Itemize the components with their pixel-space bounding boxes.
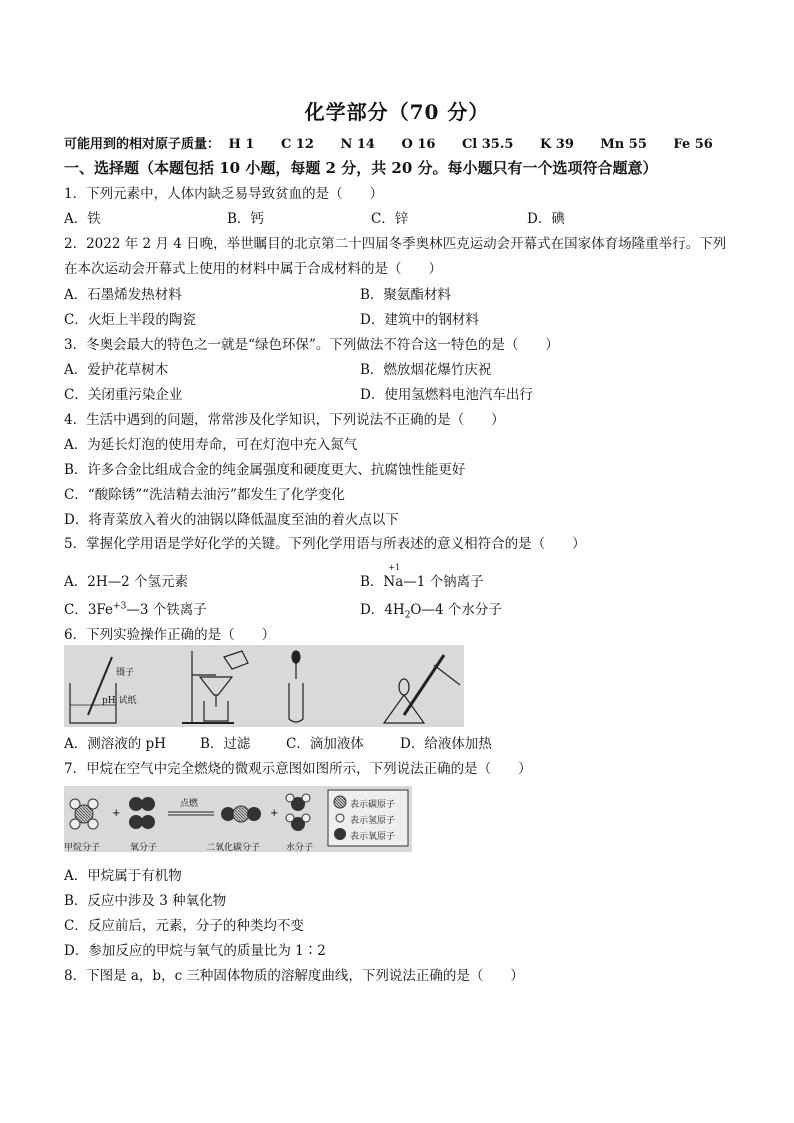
ignite-label: 点燃 — [180, 799, 199, 809]
atomic-mass-item: C 12 — [280, 137, 314, 152]
q5-b-text: —1 个钠离子 — [403, 574, 484, 590]
lab-operations-figure — [64, 645, 464, 727]
q2-option-c: C．火炬上半段的陶瓷 — [64, 312, 196, 328]
q5-c-symbol: C．3Fe — [64, 602, 114, 618]
co2-label: 二氧化碳分子 — [206, 843, 261, 853]
q2-option-b: B．聚氨酯材料 — [360, 287, 451, 303]
question-2-stem-line2: 在本次运动会开幕式上使用的材料中属于合成材料的是（ ） — [64, 261, 442, 277]
q6-option-c: C．滴加液体 — [286, 736, 364, 752]
q6-option-b: B．过滤 — [200, 736, 251, 752]
atomic-mass-item: O 16 — [401, 137, 436, 152]
heating-icon — [384, 655, 460, 723]
atomic-mass-item: N 14 — [340, 137, 375, 152]
q3-option-d: D．使用氢燃料电池汽车出行 — [360, 387, 533, 403]
q4-option-b: B．许多合金比组成合金的纯金属强度和硬度更大、抗腐蚀性能更好 — [64, 462, 466, 478]
q1-option-b: B．钙 — [227, 211, 264, 227]
atomic-mass-item: Cl 35.5 — [461, 137, 514, 152]
q2-option-a: A．石墨烯发热材料 — [64, 287, 182, 303]
q5-b-charge: +1 — [388, 563, 401, 572]
q1-option-c: C．锌 — [371, 211, 409, 227]
methane-label: 甲烷分子 — [64, 843, 101, 853]
atomic-mass-line — [64, 133, 735, 152]
atomic-mass-item: Mn 55 — [600, 137, 647, 152]
q2-option-d: D．建筑中的钢材料 — [360, 312, 479, 328]
legend-oxygen: 表示氧原子 — [350, 832, 396, 842]
q5-d-prefix: D．4H — [360, 602, 405, 618]
q5-c-text: —3 个铁离子 — [126, 602, 207, 618]
question-2-stem-line1: 2．2022 年 2 月 4 日晚，举世瞩目的北京第二十四届冬季奥林匹克运动会开幕式在国家体育场隆重举行。下列 — [64, 236, 727, 252]
dropper-icon — [289, 651, 303, 722]
question-6-stem: 6．下列实验操作正确的是（ ） — [64, 627, 276, 643]
page-title: 化学部分（70 分） — [304, 100, 490, 124]
question-1-stem: 1．下列元素中，人体内缺乏易导致贫血的是（ ） — [64, 186, 384, 202]
q1-option-a: A．铁 — [64, 211, 101, 227]
q5-option-b: B． +1 Na—1 个钠离子 — [360, 563, 484, 590]
atomic-mass-item: K 39 — [539, 137, 574, 152]
legend-hydrogen: 表示氢原子 — [350, 816, 396, 826]
question-8-stem: 8．下图是 a，b，c 三种固体物质的溶解度曲线，下列说法正确的是（ ） — [64, 968, 524, 984]
water-label: 水分子 — [286, 843, 314, 853]
oxygen-label: 氧分子 — [130, 843, 158, 853]
legend-carbon: 表示碳原子 — [350, 800, 396, 810]
svg-text:+: + — [270, 808, 279, 819]
q1-option-d: D．碘 — [527, 211, 565, 227]
tweezers-label: 镊子 — [116, 668, 135, 678]
question-4-stem: 4．生活中遇到的问题，常常涉及化学知识，下列说法不正确的是（ ） — [64, 412, 505, 428]
q5-d-text: O—4 个水分子 — [410, 602, 502, 618]
q5-c-charge: +3 — [113, 601, 127, 612]
q5-option-c — [64, 598, 207, 618]
q3-option-a: A．爱护花草树木 — [64, 362, 169, 378]
q7-option-b: B．反应中涉及 3 种氧化物 — [64, 893, 227, 909]
svg-text:+: + — [112, 808, 121, 819]
q7-option-c: C．反应前后，元素，分子的种类均不变 — [64, 918, 304, 934]
atomic-mass-item: H 1 — [228, 137, 255, 152]
q5-b-symbol: Na — [383, 574, 404, 590]
ph-paper-label: pH 试纸 — [102, 696, 137, 706]
lab-operations-illustration — [64, 645, 464, 727]
q4-option-c: C．“酸除锈”“洗洁精去油污”都发生了化学变化 — [64, 487, 345, 503]
q5-option-d — [360, 598, 502, 621]
q7-option-d: D．参加反应的甲烷与氧气的质量比为 1∶2 — [64, 943, 326, 959]
question-7-stem: 7．甲烷在空气中完全燃烧的微观示意图如图所示，下列说法正确的是（ ） — [64, 761, 532, 777]
beaker-icon — [70, 657, 116, 723]
q7-option-a: A．甲烷属于有机物 — [64, 868, 182, 884]
q5-d-subscript: 2 — [404, 610, 411, 621]
atomic-mass-label: 可能用到的相对原子质量： — [64, 137, 221, 152]
q4-option-d: D．将青菜放入着火的油锅以降低温度至油的着火点以下 — [64, 512, 399, 528]
question-5-stem: 5．掌握化学用语是学好化学的关键。下列化学用语与所表述的意义相符合的是（ ） — [64, 536, 586, 552]
filtration-icon — [182, 651, 248, 723]
water-molecule-icon — [286, 794, 310, 831]
oxygen-atom-icon — [334, 828, 346, 840]
question-3-stem: 3．冬奥会最大的特色之一就是“绿色环保”。下列做法不符合这一特色的是（ ） — [64, 337, 559, 353]
atomic-mass-item: Fe 56 — [673, 137, 713, 152]
section-heading: 一、选择题（本题包括 10 小题，每题 2 分，共 20 分。每小题只有一个选项符合题意） — [64, 159, 658, 177]
q3-option-c: C．关闭重污染企业 — [64, 387, 183, 403]
methane-reaction-figure — [64, 786, 412, 852]
carbon-atom-icon — [334, 796, 346, 808]
q5-option-a: A．2H—2 个氢元素 — [64, 574, 188, 590]
hydrogen-atom-icon — [336, 814, 344, 822]
q4-option-a: A．为延长灯泡的使用寿命，可在灯泡中充入氮气 — [64, 437, 358, 453]
q6-option-a: A．测溶液的 pH — [64, 736, 166, 752]
q6-option-d: D．给液体加热 — [400, 736, 492, 752]
co2-molecule-icon — [221, 806, 261, 822]
methane-molecule-icon — [70, 799, 98, 829]
oxygen-molecule-icon — [129, 797, 155, 829]
q3-option-b: B．燃放烟花爆竹庆祝 — [360, 362, 492, 378]
